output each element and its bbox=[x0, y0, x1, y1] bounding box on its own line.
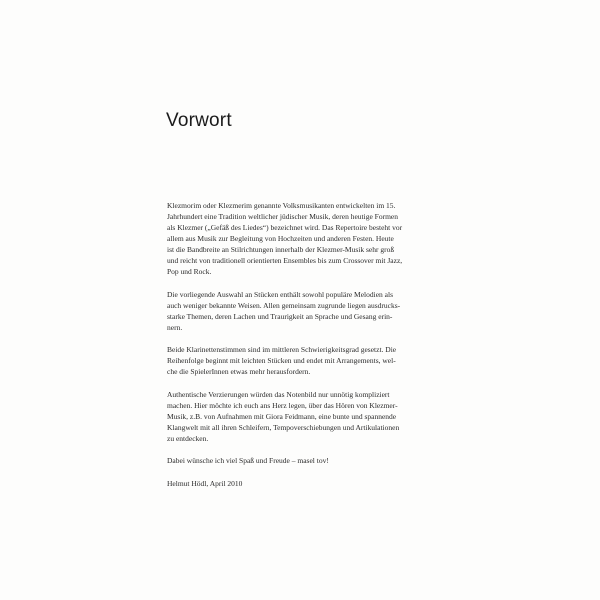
paragraph bbox=[167, 455, 439, 466]
text-line: Klezmorim oder Klezmerim genannte Volksmusikanten entwickelten im 15. bbox=[167, 201, 396, 210]
text-line: Die vorliegende Auswahl an Stücken enthält sowohl populäre Melodien als bbox=[167, 289, 393, 299]
text-line: Authentische Verzierungen würden das Notenbild nur unnötig kompliziert bbox=[167, 389, 390, 399]
paragraph bbox=[167, 344, 439, 377]
text-line: Jahrhundert eine Tradition weltlicher jüdischer Musik, deren heutige Formen bbox=[167, 212, 398, 221]
text-line: als Klezmer („Gefäß des Liedes“) bezeichnet wird. Das Repertoire besteht vor bbox=[167, 223, 403, 232]
text-line: ist die Bandbreite an Stilrichtungen innerhalb der Klezmer-Musik sehr groß bbox=[167, 245, 395, 254]
text-line: nern. bbox=[167, 322, 183, 332]
text-line: che die SpielerInnen etwas mehr herausfordern. bbox=[167, 367, 311, 376]
text-line: Beide Klarinettenstimmen sind im mittleren Schwierigkeitsgrad gesetzt. Die bbox=[167, 345, 397, 354]
preface-body bbox=[167, 200, 439, 500]
text-line: allem aus Musik zur Begleitung von Hochzeiten und anderen Festen. Heute bbox=[167, 234, 394, 243]
text-line: auch weniger bekannte Weisen. Allen gemeinsam zugrunde liegen ausdrucks- bbox=[167, 300, 401, 310]
text-line: machen. Hier möchte ich euch ans Herz legen, über das Hören von Klezmer- bbox=[167, 400, 398, 410]
text-line: Helmut Hödl, April 2010 bbox=[167, 478, 243, 488]
paragraph bbox=[167, 389, 439, 444]
paragraph bbox=[167, 478, 439, 489]
text-line: Musik, z.B. von Aufnahmen mit Giora Feidmann, eine bunte und spannende bbox=[167, 411, 397, 421]
text-line: zu entdecken. bbox=[167, 433, 209, 443]
text-line: starke Themen, deren Lachen und Traurigkeit an Sprache und Gesang erin- bbox=[167, 311, 393, 321]
text-line: Reihenfolge beginnt mit leichten Stücken und endet mit Arrangements, wel- bbox=[167, 356, 396, 365]
text-line: Klangwelt mit all ihren Schleifern, Tempoverschiebungen und Artikulationen bbox=[167, 422, 400, 432]
paragraph bbox=[167, 289, 439, 333]
text-line: Pop und Rock. bbox=[167, 267, 212, 276]
text-line: Dabei wünsche ich viel Spaß und Freude – masel tov! bbox=[167, 456, 329, 465]
text-line: und reicht von traditionell orientierten Ensembles bis zum Crossover mit Jazz, bbox=[167, 256, 403, 265]
paragraph bbox=[167, 200, 439, 277]
page-title: Vorwort bbox=[166, 110, 232, 131]
